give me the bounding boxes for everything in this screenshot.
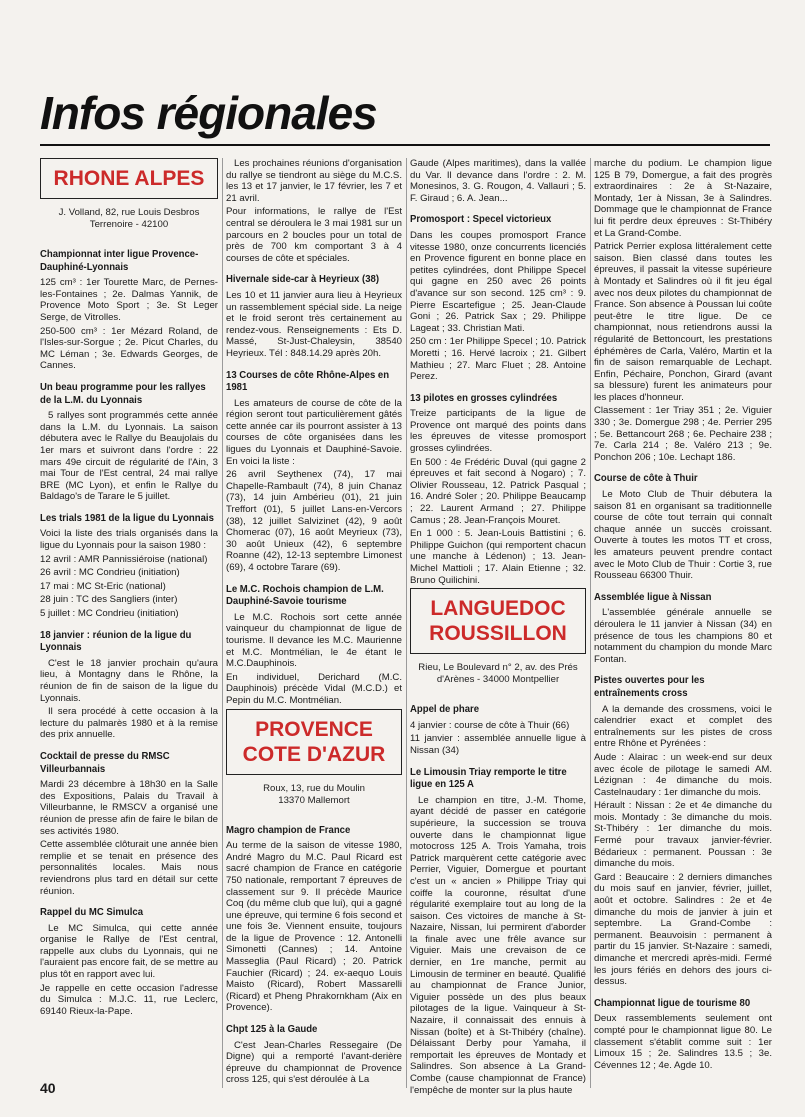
address-line: Terrenoire - 42100: [89, 219, 169, 230]
article-heading: 13 pilotes en grosses cylindrées: [410, 392, 558, 404]
region-address: [40, 207, 218, 231]
article-paragraph: Les prochaines réunions d'organisation du rallye se tiendront au siège du M.C.S. les 13 et 17 janvier, le 17 février, les 7 et 21 avril.: [226, 158, 402, 204]
page-title: Infos régionales: [40, 87, 377, 139]
article-heading: Course de côte à Thuir: [594, 473, 698, 485]
column-2: [226, 158, 402, 1098]
page-number: 40: [40, 1080, 56, 1096]
article-heading: Le Limousin Triay remporte le titre ligue en 125 A: [410, 766, 567, 791]
address-line: 13370 Mallemort: [278, 794, 350, 806]
article-paragraph: 26 avril : MC Condrieu (initiation): [40, 567, 180, 579]
article-heading: Les trials 1981 de la ligue du Lyonnais: [40, 512, 214, 524]
article-paragraph: Treize participants de la ligue de Provence ont marqué des points dans les épreuves de vitesse promosport grosses cylindrées.: [410, 408, 586, 455]
column-4: [594, 158, 772, 1098]
region-title: PROVENCE COTE D'AZUR: [226, 709, 402, 775]
article-paragraph: C'est le 18 janvier prochain qu'aura lieu, à Montagny dans le Rhône, la réunion de fin de saison de la ligue du Lyonnais.: [40, 657, 218, 704]
article-paragraph: Patrick Perrier explosa littéralement cette saison. Bien classé dans toutes les épreuves, il passait la vitesse supérieure à Montady et Salindres où il fit jeu égal avec nos deux pilotes du championnat de France. Son absence à Poussan lui coûte peut-être le titre ligue. De ce championnat, nous retiendrons aussi la régularité de Bettoncourt, les prestations éphémères de Carla, Valéro, Martin et la fin de saison remarquable de Lechapt. Enfin, Péchaire, Ponchon, Girard (avant sa blessure) furent les animateurs pour les places d'honneur.: [594, 241, 772, 403]
article-paragraph: Classement : 1er Triay 351 ; 2e. Viguier 330 ; 3e. Domergue 298 ; 4e. Perrier 295 ; 5e. Bettancourt 268 ; 6e. Pechaire 238 ; 7e. Carla 214 ; 8e. Valéro 213 ; 9e. Ponchon 206 ; 10e. Lechapt 186.: [594, 405, 772, 463]
article-paragraph: Les amateurs de course de côte de la région seront tout particulièrement gâtés cette année car ils pourront assister à 13 courses de côte organisées dans les ligues du Lyonnais et Dauphiné-Savoie. En voici la liste :: [226, 397, 402, 467]
article-heading: Championnat inter ligue Provence-Dauphiné-Lyonnais: [40, 249, 199, 273]
article-paragraph: Aude : Alairac : un week-end sur deux avec école de pilotage le samedi AM. Lézignan : 4e dimanche du mois. Castelnaudary : 1er dimanche du mois.: [594, 751, 772, 798]
article-heading: 13 Courses de côte Rhône-Alpes en 1981: [226, 369, 390, 394]
article-paragraph: Gard : Beaucaire : 2 derniers dimanches du mois sauf en janvier, février, juillet, août et octobre. Salindres : 2e et 4e dimanche du mois de janvier à juin et septembre. La Grand-Combe : permanent. Beauvoisin : permanent à partir du 15 janvier. St-Nazaire : samedi, dimanche et mercredi après-midi. Fermé les jours fériés en dehors des jours ci-dessus.: [594, 871, 772, 988]
article-paragraph: Gaude (Alpes maritimes), dans la vallée du Var. Il devance dans l'ordre : 2. M. Monesinos, 3. G. Rougon, 4. Vallauri ; 5. F. Giraud ; 6. A. Jean...: [410, 158, 586, 204]
column-3: [410, 158, 586, 1098]
article-paragraph: Deux rassemblements seulement ont compté pour le championnat ligue 80. Le classement s'établit comme suit : 1er Limoux 15 ; 2e. Salindres 13.5 ; 3e. Cévennes 12 ; 4e. Agde 10.: [594, 1013, 772, 1071]
article-heading: Promosport : Specel victorieux: [410, 214, 552, 226]
column-divider: [590, 158, 591, 1088]
article-paragraph: L'assemblée générale annuelle se déroulera le 11 janvier à Nissan (34) en présence de tous les champions 80 et notamment du champion du monde Marc Fontan.: [594, 607, 772, 665]
article-paragraph: C'est Jean-Charles Ressegaire (De Digne) qui a remporté l'avant-derière épreuve du championnat de Provence cross 125, qui s'est déroulée à La: [226, 1039, 402, 1086]
article-heading: Assemblée ligue à Nissan: [594, 591, 712, 603]
article-paragraph: Il sera procédé à cette occasion à la lecture du palmarès 1980 et à la remise des prix annuelle.: [40, 706, 218, 741]
article-paragraph: Le MC Simulca, qui cette année organise le Rallye de l'Est central, rappelle aux clubs du Lyonnais, qui ne l'auraient pas encore fait, de se mettre au plus tôt en rapport avec lui.: [40, 922, 218, 981]
article-paragraph: Le champion en titre, J.-M. Thome, ayant décidé de passer en catégorie supérieure, la succession se trouva ouverte dans le championnat ligue motocross 125 A. Trois Yamaha, trois Patrick marquèrent cette catégorie avec Perrier, Viguier, Domergue et pourtant c'est un « ancien » Philippe Triay qui coiffe la couronne, résultat d'une régularité exemplaire tout au long de la saison. Ces victoires de manche à St-Nazaire, Nissan, lui permirent d'aborder la finale avec une frêle avance sur Viguier. Mais une crevaison de ce dernier, en 1re manche, permit au Limousin de terminer en beauté. Qualifié au championnat de France Junior, Viguier possède un des plus beaux pilotages de la ligue. Vainqueur à St-Nazaire, il connaissait des ennuis à Nissan (boîte) et à St-Thibéry (chaîne). Délaissant Derby pour Yamaha, il remportait les épreuves de Montady et Salindres. Son absence à La Grand-Combe (cause championnat de France) l'empêche de monter sur la plus haute: [410, 794, 586, 1096]
article-heading: Pistes ouvertes pour les entraînements cross: [594, 675, 705, 699]
article-paragraph: 5 juillet : MC Condrieu (initiation): [40, 608, 179, 620]
article-paragraph: 28 juin : TC des Sangliers (inter): [40, 594, 178, 606]
article-paragraph: Hérault : Nissan : 2e et 4e dimanche du mois. Montady : 3e dimanche du mois. St-Thibéry : 1er dimanche du mois. Fermé pour travaux janvier-février. Bédarieux : permanent. Poussan : 3e dimanche du mois.: [594, 800, 772, 870]
address-line: J. Volland, 82, rue Louis Desbros: [58, 207, 200, 218]
article-paragraph: 5 rallyes sont programmés cette année dans la L.M. du Lyonnais. La saison débutera avec le Rallye du Beaujolais du 1er mars et suivront dans l'ordre : 22 mars 49e circuit de régularité de l'Ain, 3 mai Tour de l'Est central, 24 mai rallye BRE (MC Lyon), et enfin le Rallye du Baldago's de Tarare le 5 juillet.: [40, 410, 218, 503]
article-paragraph: En 500 : 4e Frédéric Duval (qui gagne 2 épreuves et fait second à Nogaro) ; 7. Olivier Rousseau, 12. Patrick Pasqual ; 16. André Soler ; 20. Philippe Beaucamp ; 22. Laurent Armand ; 27. Philippe Camus ; 28. Jean-François Mouret.: [410, 456, 586, 526]
column-divider: [406, 158, 407, 1088]
address-line: Roux, 13, rue du Moulin: [263, 782, 365, 794]
address-line: d'Arènes - 34000 Montpellier: [436, 674, 560, 686]
article-paragraph: Cette assemblée clôturait une année bien remplie et se tenait en présence des personnalités locales. Mais nous reviendrons plus tard en détail sur cette réunion.: [40, 839, 218, 897]
article-heading: Rappel du MC Simulca: [40, 907, 144, 919]
article-paragraph: Le Moto Club de Thuir débutera la saison 81 en organisant sa traditionnelle course de côte tout terrain qui connaît chaque année un succès croissant. Ouverte à toutes les motos TT et cross, les amateurs peuvent prendre contact avec le Moto Club de Thuir : Cortie 3, rue Rousseau 66300 Thuir.: [594, 489, 772, 582]
article-paragraph: Je rappelle en cette occasion l'adresse du Simulca : M.J.C. 11, rue Leclerc, 69140 Rieux-la-Pape.: [40, 982, 218, 1017]
article-paragraph: Le M.C. Rochois sort cette année vainqueur du championnat de ligue de tourisme. Il devance les M.C. Maurienne et M.C. Montmélian, le 4e étant le M.C.Dauphinois.: [226, 611, 402, 670]
article-paragraph: 26 avril Seythenex (74), 17 mai Chapelle-Rambault (74), 8 juin Chanaz (73), 14 juin Ambérieu (01), 21 juin Treffort (01), 5 juillet Lans-en-Vercors (38), 12 juillet Salvizinet (42), 9 août Chomerac (07), 16 août Meyrieux (73), 30 août Unieux (42), 6 septembre Roanne (42), 12-13 septembre Limonest (69), 4 octobre Tarare (69).: [226, 469, 402, 573]
article-heading: Cocktail de presse du RMSC Villeurbannais: [40, 750, 170, 775]
article-paragraph: Au terme de la saison de vitesse 1980, André Magro du M.C. Paul Ricard est sacré champion de France en catégorie 750 nationale, remportant 7 épreuves de classement sur 9. Il précède Maurice Coq (du même club que lui), qui a gagné une épreuve, qui termine 6 fois second et une fois 3e. Viennent ensuite, toujours de la ligue de Provence : 12. Antonelli Simonetti (Cannes) ; 14. Antoine Masseglia (Paul Ricard) ; 20. Patrick Fauchier (Ricard) ; 24. ex-aequo Louis Maisto (Ricard), Robert Massarelli (Ricard) et Pheng Phrakornkham (Aix en Provence).: [226, 840, 402, 1014]
article-paragraph: Mardi 23 décembre à 18h30 en la Salle des Expositions, Palais du Travail à Villeurbanne, le RMSCV a organisé une réunion de presse afin de faire le bilan de ses activités 1980.: [40, 779, 218, 837]
article-paragraph: En 1 000 : 5. Jean-Louis Battistini ; 6. Philippe Guichon (qui remportent chacun une manche à Lédenon) ; 13. Jean-Michel Mattioli ; 17. Alain Etienne ; 32. Bruno Quilichini.: [410, 528, 586, 586]
article-paragraph: 125 cm³ : 1er Tourette Marc, de Pernes-les-Fontaines ; 2e. Dalmas Yannik, de Provence Moto Sport ; 3e. St Leger Serge, de Vitrolles.: [40, 277, 218, 323]
column-divider: [222, 158, 223, 1088]
article-heading: Chpt 125 à la Gaude: [226, 1024, 318, 1036]
article-paragraph: marche du podium. Le champion ligue 125 B 79, Domergue, a fait des progrès extraordinaires : 2e à St-Nazaire, Montady, 1er à Nissan, 3e à Salindres. Dommage que le championnat de France lui fit perdre deux épreuves : St-Thibéry et La Grand-Combe.: [594, 158, 772, 239]
article-heading: Un beau programme pour les rallyes de la L.M. du Lyonnais: [40, 381, 206, 406]
article-paragraph: 12 avril : AMR Pannissiéroise (national): [40, 553, 208, 565]
article-heading: Hivernale side-car à Heyrieux (38): [226, 274, 380, 286]
article-paragraph: 11 janvier : assemblée annuelle ligue à Nissan (34): [410, 733, 586, 756]
article-heading: Championnat ligue de tourisme 80: [594, 997, 751, 1009]
column-1: [40, 158, 218, 1098]
article-heading: Magro champion de France: [226, 824, 351, 836]
article-paragraph: Voici la liste des trials organisés dans la ligue du Lyonnais pour la saison 1980 :: [40, 528, 218, 552]
article-paragraph: Les 10 et 11 janvier aura lieu à Heyrieux un rassemblement spécial side. La neige et le froid seront très certainement au rendez-vous. Renseignements : Ets D. Massé, St-Just-Chaleysin, 38540 Heyrieux. Tél : 848.14.29 après 20h.: [226, 289, 402, 359]
article-paragraph: A la demande des crossmens, voici le calendrier exact et complet des entraînements sur les pistes de cross entre Rhône et Pyrénées :: [594, 703, 772, 750]
article-heading: 18 janvier : réunion de la ligue du Lyonnais: [40, 629, 192, 654]
article-paragraph: 4 janvier : course de côte à Thuir (66): [410, 719, 570, 731]
article-paragraph: 250 cm : 1er Philippe Specel ; 10. Patrick Moretti ; 16. Hervé lacroix ; 21. Gilbert Mathieu ; 27. Marc Fluet ; 28. Antoine Perez.: [410, 336, 586, 383]
article-paragraph: Dans les coupes promosport France vitesse 1980, onze concurrents licenciés en Provence figurent en bonne place en petites cylindrées, dont Philippe Specel qui gagne en 250 avec 26 points d'avance sur son second. 125 cm³ : 9. Pierre Escartefigue ; 25. Jean-Claude Goni ; 26. Patrick Sax ; 29. Philippe Lageat ; 33. Christian Mati.: [410, 229, 586, 334]
article-paragraph: 17 mai : MC St-Eric (national): [40, 580, 166, 592]
article-heading: Le M.C. Rochois champion de L.M. Dauphiné-Savoie tourisme: [226, 583, 384, 608]
title-rule: [40, 144, 770, 146]
address-line: Rieu, Le Boulevard n° 2, av. des Prés: [418, 662, 578, 674]
article-paragraph: 250-500 cm³ : 1er Mézard Roland, de l'Isles-sur-Sorgue ; 2e. Picut Charles, du MC Léman ; 3e. Edwards Georges, de Cannes.: [40, 325, 218, 372]
region-address: [226, 783, 402, 807]
article-paragraph: En individuel, Derichard (M.C. Dauphinois) précède Vidal (M.C.D.) et Pepin du M.C. Montmélian.: [226, 671, 402, 706]
region-address: [410, 662, 586, 686]
region-title: RHONE ALPES: [40, 158, 218, 199]
article-heading: Appel de phare: [410, 704, 480, 716]
region-title: LANGUEDOC ROUSSILLON: [410, 588, 586, 654]
article-paragraph: Pour informations, le rallye de l'Est central se déroulera le 3 mai 1981 sur un parcours en 2 boucles pour un total de près de 700 km comportant 3 à 4 courses de côte et spéciales.: [226, 206, 402, 264]
